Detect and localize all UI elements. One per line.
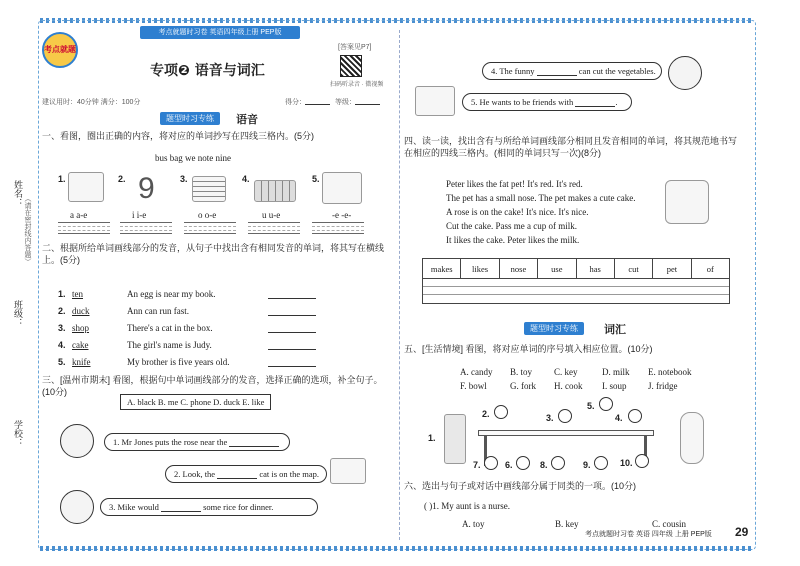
- q2-num: 5.: [58, 357, 66, 367]
- q1-word-bank: bus bag we note nine: [155, 153, 231, 163]
- answer-line[interactable]: [268, 332, 316, 333]
- section-title: 词汇: [604, 324, 626, 336]
- answer-line[interactable]: [537, 67, 577, 76]
- q5-option: B. toy: [510, 367, 533, 377]
- answer-line[interactable]: [229, 438, 279, 447]
- answer-balloon[interactable]: [516, 456, 530, 470]
- q3-options-box: A. black B. me C. phone D. duck E. like: [120, 394, 271, 410]
- q3-text: 4. The funny: [491, 66, 535, 76]
- q1-options[interactable]: a a-e: [70, 210, 88, 220]
- q3-bubble-1: [104, 433, 290, 451]
- q6-option[interactable]: B. key: [555, 519, 579, 529]
- q3-bubble-4: [482, 62, 662, 80]
- q2-sentence: My brother is five years old.: [127, 357, 230, 367]
- passage-line: It likes the cake. Peter likes the milk.: [446, 235, 580, 245]
- answer-ref: [答案见P7]: [338, 44, 372, 51]
- answer-line[interactable]: [268, 366, 316, 367]
- q2-num: 4.: [58, 340, 66, 350]
- q2-num: 3.: [58, 323, 66, 333]
- cook-figure: [680, 412, 704, 464]
- table-word: likes: [461, 259, 499, 278]
- q3-bubble-3: [100, 498, 318, 516]
- table-row[interactable]: [423, 279, 729, 287]
- answer-balloon[interactable]: [599, 397, 613, 411]
- answer-balloon[interactable]: [494, 405, 508, 419]
- table-row[interactable]: [423, 295, 729, 303]
- q2-sentence: Ann can run fast.: [127, 306, 189, 316]
- table-row[interactable]: [423, 287, 729, 295]
- q3-bubble-5: [462, 93, 632, 111]
- seal-note: （请在密封线内答题）: [24, 195, 31, 265]
- table-word: cut: [615, 259, 653, 278]
- q5-num: 4.: [615, 413, 623, 423]
- q5-option: I. soup: [602, 381, 627, 391]
- class-label: 班级：: [13, 300, 23, 327]
- answer-line[interactable]: [268, 298, 316, 299]
- q2-word: shop: [72, 323, 90, 333]
- q2-word: cake: [72, 340, 89, 350]
- passage-line: Peter likes the fat pet! It's red. It's red.: [446, 179, 583, 189]
- friends-image: [415, 86, 455, 116]
- answer-line[interactable]: [575, 97, 618, 107]
- q5-option: E. notebook: [648, 367, 692, 377]
- page-title: 专项❷ 语音与词汇: [150, 63, 265, 79]
- column-divider: [399, 30, 400, 540]
- qr-caption: 扫码听录音 · 微视频: [330, 82, 384, 88]
- score-line[interactable]: [305, 104, 330, 105]
- q4-instruction: 四、读一读，找出含有与所给单词画线部分相同且发音相同的单词，将其规范地书写在相应的四线三格内。(相同的单词只写一次)(8分): [404, 136, 738, 158]
- q5-option: J. fridge: [648, 381, 678, 391]
- q6-item[interactable]: ( )1. My aunt is a nurse.: [424, 501, 510, 511]
- q3-bubble-2: [165, 465, 327, 483]
- cat-map-image: [330, 458, 366, 484]
- q2-num: 2.: [58, 306, 66, 316]
- answer-balloon[interactable]: [551, 456, 565, 470]
- four-line-grid[interactable]: [184, 222, 236, 234]
- q5-option: A. candy: [460, 367, 493, 377]
- q1-options[interactable]: u u-e: [262, 210, 281, 220]
- bottom-border: [40, 546, 754, 551]
- q5-option: C. key: [554, 367, 578, 377]
- q1-instruction: 一、看图，圈出正确的内容，将对应的单词抄写在四线三格内。(5分): [42, 131, 315, 141]
- q5-num: 7.: [473, 460, 481, 470]
- q5-num: 5.: [587, 401, 595, 411]
- brand-logo: 考点就题: [42, 32, 78, 68]
- passage-line: Cut the cake. Pass me a cup of milk.: [446, 221, 577, 231]
- q3-text: 5. He wants to be friends with: [471, 97, 574, 107]
- q1-options[interactable]: o o-e: [198, 210, 217, 220]
- q6-option[interactable]: C. cousin: [652, 519, 687, 529]
- q1-options[interactable]: -e -e-: [332, 210, 352, 220]
- rose-image: [60, 424, 94, 458]
- q2-sentence: There's a cat in the box.: [127, 323, 213, 333]
- q2-word: duck: [72, 306, 90, 316]
- header-banner: 考点就题时习卷 英语四年级上册 PEP版: [140, 26, 300, 39]
- page-number: 29: [735, 525, 749, 539]
- passage-line: The pet has a small nose. The pet makes a cute cake.: [446, 193, 636, 203]
- q5-num: 3.: [546, 413, 554, 423]
- answer-line[interactable]: [268, 315, 316, 316]
- q5-num: 2.: [482, 409, 490, 419]
- table-word: of: [706, 264, 714, 274]
- cook-image: [668, 56, 702, 90]
- q5-option: D. milk: [602, 367, 630, 377]
- answer-balloon[interactable]: [594, 456, 608, 470]
- q1-num: 3.: [180, 174, 188, 184]
- section-tag: 题型时习专练: [524, 322, 584, 335]
- answer-balloon[interactable]: [484, 456, 498, 470]
- four-line-grid[interactable]: [312, 222, 364, 234]
- q3-instruction: 三、[温州市期末] 看图，根据句中单词画线部分的发音，选择正确的选项，补全句子。(10分): [42, 375, 383, 397]
- qr-code-icon[interactable]: [340, 55, 362, 77]
- q3-text: 3. Mike would: [109, 502, 159, 512]
- q5-option: H. cook: [554, 381, 583, 391]
- table-word: nose: [500, 259, 538, 278]
- q2-sentence: An egg is near my book.: [127, 289, 216, 299]
- bus-image: [254, 180, 296, 202]
- level-line[interactable]: [355, 104, 380, 105]
- q1-num: 2.: [118, 174, 126, 184]
- nine-image: 9: [138, 172, 155, 205]
- four-line-grid[interactable]: [120, 222, 172, 234]
- q5-option: F. bowl: [460, 381, 487, 391]
- score-label: 得分：: [285, 99, 306, 106]
- q1-options[interactable]: i i-e: [132, 210, 147, 220]
- answer-balloon[interactable]: [558, 409, 572, 423]
- table-image: [478, 430, 654, 436]
- q5-num: 9.: [583, 460, 591, 470]
- name-label: 姓名：: [13, 180, 23, 207]
- section-tag: 题型时习专练: [160, 112, 220, 125]
- time-info: 建议用时：40分钟 满分：100分: [42, 99, 141, 106]
- q1-num: 4.: [242, 174, 250, 184]
- q5-num: 1.: [428, 433, 436, 443]
- q5-option: G. fork: [510, 381, 536, 391]
- table-word: pet: [653, 259, 691, 278]
- bag-image: [68, 172, 104, 202]
- q1-num: 1.: [58, 174, 66, 184]
- q1-num: 5.: [312, 174, 320, 184]
- answer-balloon[interactable]: [635, 454, 649, 468]
- table-word: makes: [423, 259, 461, 278]
- q2-instruction: 二、根据所给单词画线部分的发音，从句子中找出含有相同发音的单词，将其写在横线上。(5分): [42, 243, 385, 265]
- q2-num: 1.: [58, 289, 66, 299]
- q3-text: .: [615, 97, 618, 107]
- q5-num: 6.: [505, 460, 513, 470]
- table-word: use: [538, 259, 576, 278]
- q5-num: 10.: [620, 458, 633, 468]
- q5-num: 8.: [540, 460, 548, 470]
- mike-image: [60, 490, 94, 524]
- passage-line: A rose is on the cake! It's nice. It's nice.: [446, 207, 589, 217]
- answer-line[interactable]: [217, 470, 257, 479]
- four-line-grid[interactable]: [248, 222, 300, 234]
- cat-cake-image: [665, 180, 709, 224]
- section-title: 语音: [236, 114, 258, 126]
- q2-sentence: The girl's name is Judy.: [127, 340, 212, 350]
- answer-balloon[interactable]: [628, 409, 642, 423]
- q6-instruction: 六、选出与句子或对话中画线部分属于同类的一项。(10分): [404, 481, 637, 491]
- page-footer: 考点就题时习卷 英语 四年级 上册 PEP版: [585, 531, 712, 538]
- q3-text: cat is on the map.: [259, 469, 320, 479]
- four-line-grid[interactable]: [58, 222, 110, 234]
- q3-text: 2. Look, the: [174, 469, 216, 479]
- table-word: has: [577, 259, 615, 278]
- q3-text: some rice for dinner.: [203, 502, 274, 512]
- q5-instruction: 五、[生活情境] 看图，将对应单词的序号填入相应位置。(10分): [404, 344, 653, 354]
- q4-answer-table: [422, 258, 730, 304]
- q6-option[interactable]: A. toy: [462, 519, 485, 529]
- we-image: [322, 172, 362, 204]
- q3-text: can cut the vegetables.: [578, 66, 656, 76]
- level-label: 等级：: [335, 99, 356, 106]
- school-label: 学校：: [13, 420, 23, 447]
- answer-line[interactable]: [161, 503, 201, 512]
- answer-line[interactable]: [268, 349, 316, 350]
- q3-text: 1. Mr Jones puts the rose near the: [113, 437, 228, 447]
- note-image: [192, 176, 226, 202]
- q2-word: ten: [72, 289, 83, 299]
- fridge-image: [444, 414, 466, 464]
- q2-word: knife: [72, 357, 91, 367]
